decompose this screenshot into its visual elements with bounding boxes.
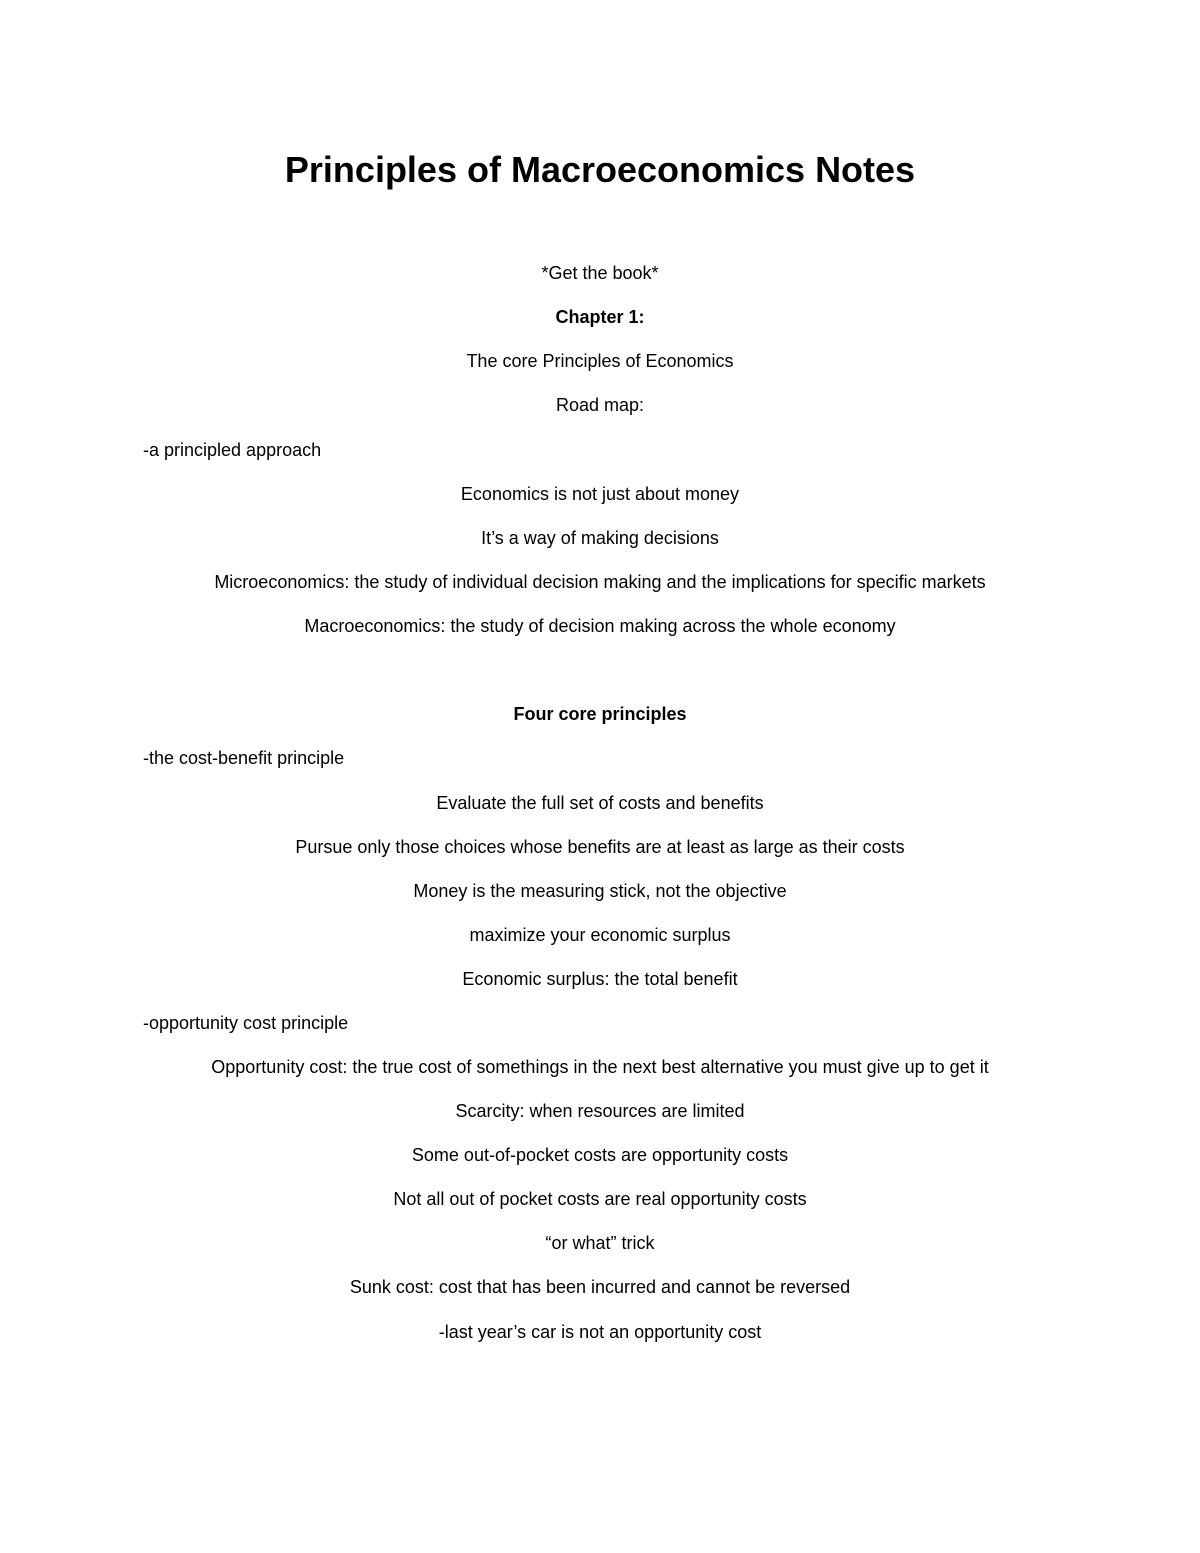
note-line: Not all out of pocket costs are real opportunity costs	[393, 1189, 807, 1209]
note-line: Microeconomics: the study of individual decision making and the implications for specific markets	[214, 572, 986, 592]
note-line: -opportunity cost principle	[143, 1013, 349, 1033]
note-line: Economics is not just about money	[460, 484, 740, 504]
note-line: Opportunity cost: the true cost of somethings in the next best alternative you must give up to get it	[211, 1057, 989, 1077]
note-line: Evaluate the full set of costs and benefits	[436, 793, 764, 813]
road-map-label: Road map:	[555, 395, 645, 415]
note-line: It’s a way of making decisions	[481, 528, 719, 548]
note-line: Economic surplus: the total benefit	[462, 969, 738, 989]
chapter-subtitle: The core Principles of Economics	[466, 351, 734, 371]
chapter-heading: Chapter 1:	[555, 307, 645, 327]
note-line: Macroeconomics: the study of decision making across the whole economy	[304, 616, 896, 636]
note-line: Money is the measuring stick, not the objective	[413, 881, 787, 901]
note-line: Some out-of-pocket costs are opportunity costs	[411, 1145, 789, 1165]
note-line: Sunk cost: cost that has been incurred and cannot be reversed	[349, 1277, 851, 1297]
note-line: maximize your economic surplus	[469, 925, 731, 945]
note-line: -the cost-benefit principle	[143, 748, 345, 768]
note-get-the-book: *Get the book*	[541, 263, 659, 283]
note-line: -a principled approach	[143, 440, 322, 460]
note-line: Scarcity: when resources are limited	[455, 1101, 745, 1121]
note-line: “or what” trick	[545, 1233, 655, 1253]
document-title: Principles of Macroeconomics Notes	[284, 149, 916, 190]
note-line: Pursue only those choices whose benefits are at least as large as their costs	[295, 837, 905, 857]
section-heading: Four core principles	[513, 704, 687, 724]
note-line: -last year’s car is not an opportunity cost	[438, 1322, 762, 1342]
